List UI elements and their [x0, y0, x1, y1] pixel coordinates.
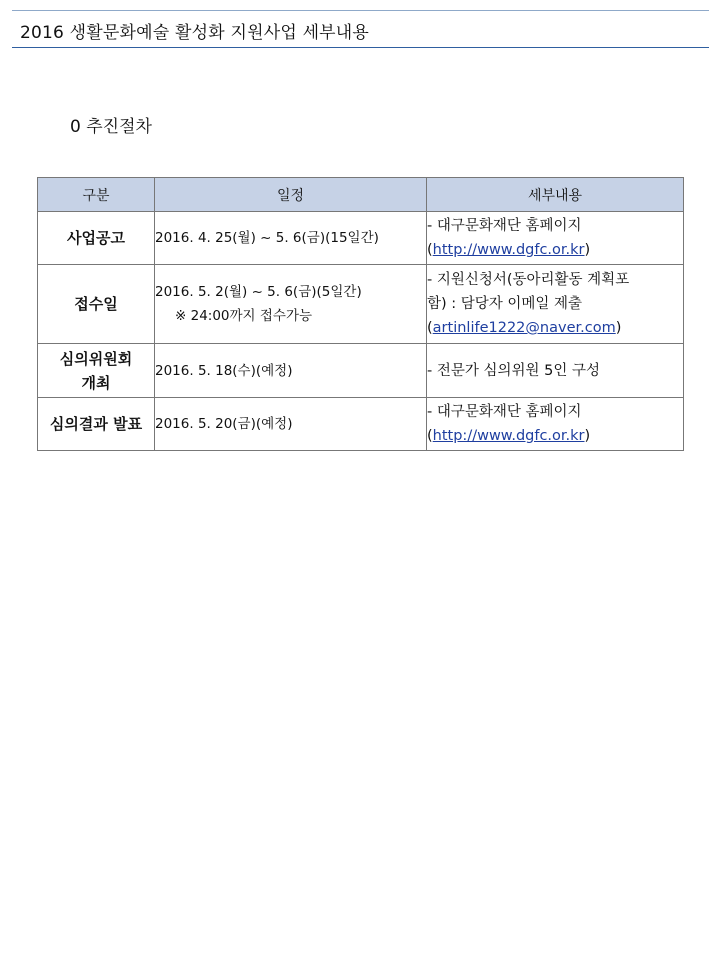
- detail-line-2: 함) : 담당자 이메일 제출: [427, 296, 583, 312]
- row-schedule: 2016. 4. 25(월) ~ 5. 6(금)(15일간): [155, 212, 427, 265]
- header-category: 구분: [38, 178, 155, 212]
- row-category: 사업공고: [38, 212, 155, 265]
- procedure-table: [37, 177, 684, 451]
- page-header: [12, 10, 709, 48]
- table-row: [38, 344, 684, 398]
- row-detail: - 대구문화재단 홈페이지 (http://www.dgfc.or.kr): [427, 212, 684, 265]
- row-schedule: [155, 265, 427, 344]
- header-detail: 세부내용: [427, 178, 684, 212]
- table-row: [38, 265, 684, 344]
- homepage-link[interactable]: http://www.dgfc.or.kr: [432, 428, 585, 444]
- table-row: [38, 212, 684, 265]
- detail-text: - 대구문화재단 홈페이지: [427, 404, 582, 420]
- table-header-row: [38, 178, 684, 212]
- table-row: [38, 398, 684, 451]
- section-title: 0 추진절차: [70, 117, 152, 137]
- category-line-2: 개최: [81, 373, 111, 392]
- row-schedule: 2016. 5. 18(수)(예정): [155, 344, 427, 398]
- row-category: 접수일: [38, 265, 155, 344]
- homepage-link[interactable]: http://www.dgfc.or.kr: [432, 242, 585, 258]
- email-link[interactable]: artinlife1222@naver.com: [432, 320, 616, 336]
- detail-line-1: - 지원신청서(동아리활동 계획포: [427, 272, 630, 288]
- schedule-text: 2016. 5. 2(월) ~ 5. 6(금)(5일간): [155, 284, 362, 300]
- header-schedule: 일정: [155, 178, 427, 212]
- row-detail: - 전문가 심의위원 5인 구성: [427, 344, 684, 398]
- category-line-1: 심의위원회: [59, 349, 133, 368]
- row-schedule: 2016. 5. 20(금)(예정): [155, 398, 427, 451]
- page-title: 2016 생활문화예술 활성화 지원사업 세부내용: [20, 23, 370, 43]
- row-detail: - 지원신청서(동아리활동 계획포 함) : 담당자 이메일 제출 (artinlife1222@naver.com): [427, 265, 684, 344]
- schedule-note: ※ 24:00까지 접수가능: [175, 308, 313, 324]
- row-category: [38, 344, 155, 398]
- row-category: 심의결과 발표: [38, 398, 155, 451]
- detail-text: - 대구문화재단 홈페이지: [427, 218, 582, 234]
- row-detail: - 대구문화재단 홈페이지 (http://www.dgfc.or.kr): [427, 398, 684, 451]
